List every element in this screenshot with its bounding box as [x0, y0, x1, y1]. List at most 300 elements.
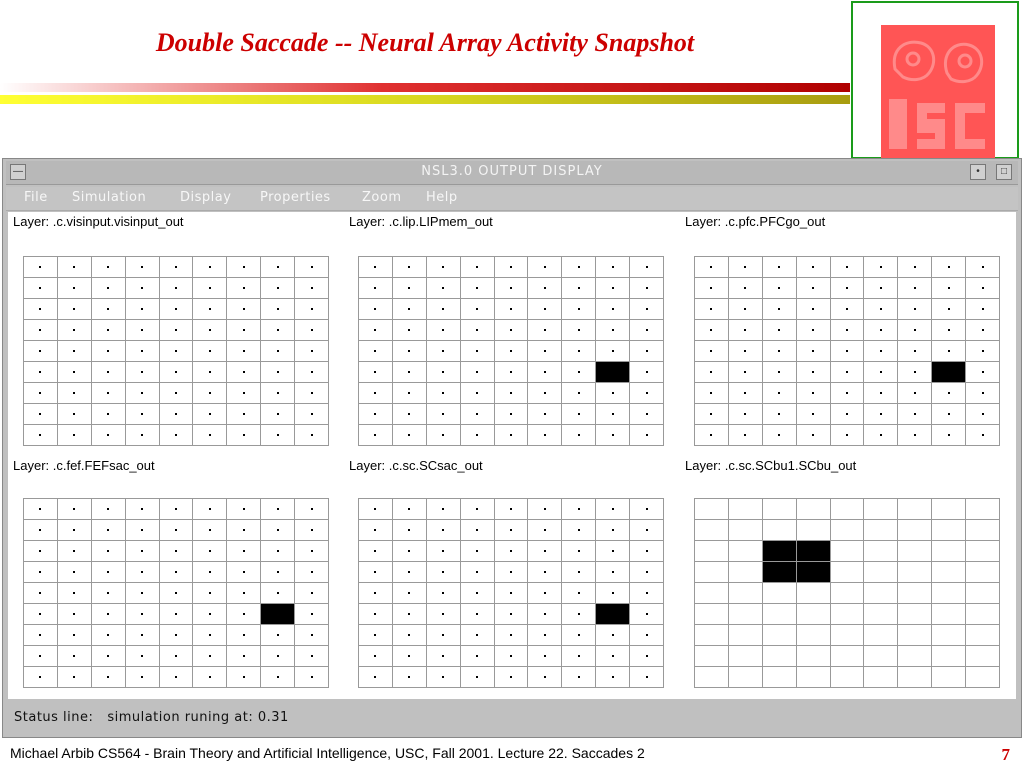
neuron-cell — [227, 520, 261, 541]
neuron-cell — [831, 583, 865, 604]
neuron-cell — [193, 404, 227, 425]
neuron-cell — [864, 404, 898, 425]
neuron-cell — [24, 667, 58, 688]
neuron-cell — [24, 646, 58, 667]
neuron-cell — [359, 625, 393, 646]
neuron-cell — [58, 320, 92, 341]
neuron-cell — [24, 278, 58, 299]
neuron-cell — [461, 425, 495, 446]
neuron-cell — [932, 562, 966, 583]
neuron-cell — [359, 604, 393, 625]
neuron-cell — [261, 299, 295, 320]
neuron-cell — [528, 583, 562, 604]
neuron-cell — [763, 604, 797, 625]
neuron-cell — [528, 257, 562, 278]
menu-display[interactable]: Display — [180, 190, 232, 205]
neuron-cell — [295, 541, 329, 562]
neuron-cell — [864, 520, 898, 541]
neuron-cell — [24, 425, 58, 446]
neuron-cell — [763, 404, 797, 425]
active-neuron-cell — [261, 604, 295, 625]
neuron-cell — [495, 341, 529, 362]
neuron-cell — [864, 362, 898, 383]
neuron-cell — [295, 320, 329, 341]
neuron-cell — [295, 499, 329, 520]
neuron-cell — [630, 425, 664, 446]
neuron-cell — [630, 362, 664, 383]
neuron-cell — [495, 583, 529, 604]
neuron-cell — [729, 604, 763, 625]
neuron-cell — [393, 541, 427, 562]
neuron-cell — [562, 425, 596, 446]
menu-file[interactable]: File — [24, 190, 48, 205]
neuron-cell — [562, 520, 596, 541]
menu-zoom[interactable]: Zoom — [362, 190, 402, 205]
neuron-cell — [261, 520, 295, 541]
neuron-cell — [596, 667, 630, 688]
neuron-cell — [427, 257, 461, 278]
neuron-cell — [58, 383, 92, 404]
menubar — [6, 187, 1018, 211]
title-stripe-yellow — [0, 95, 850, 104]
neuron-cell — [126, 341, 160, 362]
neuron-cell — [393, 583, 427, 604]
minimize-button[interactable] — [970, 164, 986, 180]
logo-frame — [851, 1, 1019, 159]
neuron-cell — [359, 320, 393, 341]
neuron-cell — [695, 404, 729, 425]
neuron-cell — [261, 562, 295, 583]
neuron-cell — [528, 667, 562, 688]
neuron-cell — [596, 425, 630, 446]
neuron-cell — [864, 625, 898, 646]
neuron-cell — [630, 520, 664, 541]
neuron-cell — [359, 520, 393, 541]
neuron-cell — [797, 299, 831, 320]
neuron-cell — [393, 667, 427, 688]
neuron-cell — [295, 299, 329, 320]
neuron-cell — [58, 404, 92, 425]
menu-simulation[interactable]: Simulation — [72, 190, 147, 205]
neuron-cell — [898, 320, 932, 341]
neuron-cell — [562, 320, 596, 341]
neuron-cell — [295, 604, 329, 625]
neuron-cell — [126, 383, 160, 404]
neuron-cell — [126, 404, 160, 425]
neuron-cell — [58, 625, 92, 646]
neuron-cell — [831, 667, 865, 688]
neuron-cell — [562, 541, 596, 562]
status-value: simulation runing at: 0.31 — [107, 710, 289, 725]
usc-logo — [881, 25, 995, 159]
neuron-cell — [193, 583, 227, 604]
neuron-cell — [495, 278, 529, 299]
layer-grid — [694, 256, 1000, 446]
neuron-cell — [393, 362, 427, 383]
neuron-cell — [695, 499, 729, 520]
neuron-cell — [261, 383, 295, 404]
neuron-cell — [227, 499, 261, 520]
neuron-cell — [729, 299, 763, 320]
neuron-cell — [831, 425, 865, 446]
neuron-cell — [92, 425, 126, 446]
neuron-cell — [528, 541, 562, 562]
neuron-cell — [58, 562, 92, 583]
neuron-cell — [596, 320, 630, 341]
neuron-cell — [695, 425, 729, 446]
neuron-cell — [92, 278, 126, 299]
neuron-cell — [864, 341, 898, 362]
neuron-cell — [562, 278, 596, 299]
neuron-cell — [261, 278, 295, 299]
neuron-cell — [528, 362, 562, 383]
neuron-cell — [864, 499, 898, 520]
neuron-cell — [966, 646, 1000, 667]
neuron-cell — [864, 383, 898, 404]
menu-help[interactable]: Help — [426, 190, 458, 205]
neuron-cell — [495, 541, 529, 562]
neuron-cell — [729, 257, 763, 278]
neuron-cell — [58, 583, 92, 604]
neuron-cell — [295, 646, 329, 667]
neuron-cell — [24, 383, 58, 404]
neuron-cell — [295, 404, 329, 425]
neuron-cell — [562, 362, 596, 383]
neuron-cell — [831, 320, 865, 341]
neuron-cell — [797, 499, 831, 520]
neuron-cell — [427, 425, 461, 446]
neuron-cell — [126, 667, 160, 688]
neuron-cell — [695, 562, 729, 583]
neuron-cell — [427, 362, 461, 383]
neuron-cell — [193, 499, 227, 520]
neuron-cell — [261, 257, 295, 278]
neuron-cell — [763, 257, 797, 278]
neuron-cell — [227, 667, 261, 688]
neuron-cell — [227, 625, 261, 646]
neuron-cell — [160, 320, 194, 341]
neuron-cell — [359, 404, 393, 425]
neuron-cell — [966, 383, 1000, 404]
neuron-cell — [763, 341, 797, 362]
neuron-cell — [898, 520, 932, 541]
neuron-cell — [864, 425, 898, 446]
neuron-cell — [495, 562, 529, 583]
neuron-cell — [24, 362, 58, 383]
neuron-cell — [763, 667, 797, 688]
neuron-cell — [160, 278, 194, 299]
neuron-cell — [92, 562, 126, 583]
neuron-cell — [427, 499, 461, 520]
neuron-cell — [359, 541, 393, 562]
neuron-cell — [966, 583, 1000, 604]
neuron-cell — [596, 278, 630, 299]
neuron-cell — [831, 404, 865, 425]
neuron-cell — [58, 499, 92, 520]
neuron-cell — [193, 541, 227, 562]
neuron-cell — [932, 667, 966, 688]
neuron-cell — [528, 383, 562, 404]
minimize-icon: • — [976, 166, 980, 177]
neuron-cell — [966, 667, 1000, 688]
neuron-cell — [295, 583, 329, 604]
neuron-cell — [596, 499, 630, 520]
window-titlebar[interactable] — [6, 161, 1018, 185]
neuron-cell — [495, 362, 529, 383]
neuron-cell — [763, 646, 797, 667]
neuron-cell — [966, 604, 1000, 625]
neuron-cell — [797, 646, 831, 667]
neuron-cell — [797, 520, 831, 541]
neuron-cell — [695, 383, 729, 404]
neuron-cell — [898, 278, 932, 299]
neuron-cell — [797, 667, 831, 688]
neuron-cell — [695, 278, 729, 299]
neuron-cell — [729, 278, 763, 299]
neuron-cell — [831, 646, 865, 667]
neuron-cell — [359, 562, 393, 583]
neuron-cell — [966, 257, 1000, 278]
active-neuron-cell — [797, 541, 831, 562]
neuron-cell — [596, 404, 630, 425]
neuron-cell — [193, 257, 227, 278]
neuron-cell — [630, 625, 664, 646]
neuron-cell — [831, 383, 865, 404]
neuron-cell — [797, 625, 831, 646]
neuron-cell — [193, 341, 227, 362]
neuron-cell — [193, 667, 227, 688]
neuron-cell — [24, 583, 58, 604]
neuron-cell — [596, 562, 630, 583]
neuron-cell — [461, 667, 495, 688]
active-neuron-cell — [596, 604, 630, 625]
status-label: Status line: — [14, 710, 94, 725]
neuron-cell — [763, 362, 797, 383]
neuron-cell — [359, 341, 393, 362]
slide-title: Double Saccade -- Neural Array Activity Snapshot — [155, 28, 695, 57]
neuron-cell — [898, 583, 932, 604]
neuron-cell — [763, 583, 797, 604]
neuron-cell — [461, 646, 495, 667]
maximize-button[interactable] — [996, 164, 1012, 180]
neuron-cell — [261, 404, 295, 425]
neuron-cell — [461, 299, 495, 320]
neuron-cell — [227, 278, 261, 299]
layer-label: Layer: .c.sc.SCsac_out — [349, 458, 483, 473]
neuron-cell — [461, 604, 495, 625]
neuron-cell — [393, 625, 427, 646]
neuron-cell — [932, 278, 966, 299]
neuron-cell — [393, 383, 427, 404]
neuron-cell — [729, 625, 763, 646]
neuron-cell — [495, 667, 529, 688]
neuron-cell — [427, 562, 461, 583]
neuron-cell — [966, 299, 1000, 320]
neuron-cell — [797, 604, 831, 625]
neuron-cell — [898, 341, 932, 362]
neuron-cell — [898, 646, 932, 667]
neuron-cell — [92, 520, 126, 541]
neuron-cell — [528, 604, 562, 625]
neuron-cell — [695, 583, 729, 604]
neuron-cell — [898, 541, 932, 562]
neuron-cell — [630, 646, 664, 667]
layer-label: Layer: .c.sc.SCbu1.SCbu_out — [685, 458, 857, 473]
neuron-cell — [562, 604, 596, 625]
neuron-cell — [695, 257, 729, 278]
neuron-cell — [763, 499, 797, 520]
neuron-cell — [932, 583, 966, 604]
neuron-cell — [966, 520, 1000, 541]
neuron-cell — [630, 383, 664, 404]
neuron-cell — [461, 520, 495, 541]
neuron-cell — [831, 299, 865, 320]
neuron-cell — [729, 520, 763, 541]
neuron-cell — [528, 499, 562, 520]
neuron-cell — [932, 499, 966, 520]
layer-grid — [358, 498, 664, 688]
neuron-cell — [898, 625, 932, 646]
neuron-cell — [932, 604, 966, 625]
neuron-cell — [92, 362, 126, 383]
neuron-cell — [932, 341, 966, 362]
neuron-cell — [797, 278, 831, 299]
layer-grid — [23, 256, 329, 446]
neuron-cell — [898, 404, 932, 425]
neuron-cell — [864, 646, 898, 667]
neuron-cell — [359, 362, 393, 383]
neuron-cell — [92, 383, 126, 404]
neuron-cell — [630, 278, 664, 299]
neuron-cell — [864, 257, 898, 278]
neuron-cell — [596, 646, 630, 667]
neuron-cell — [596, 541, 630, 562]
neuron-cell — [695, 604, 729, 625]
neuron-cell — [729, 541, 763, 562]
neuron-cell — [92, 499, 126, 520]
neuron-cell — [797, 362, 831, 383]
neuron-cell — [966, 320, 1000, 341]
neuron-cell — [24, 404, 58, 425]
layer-label: Layer: .c.lip.LIPmem_out — [349, 214, 493, 229]
neuron-cell — [261, 646, 295, 667]
neuron-cell — [630, 499, 664, 520]
neuron-cell — [427, 583, 461, 604]
neuron-cell — [359, 583, 393, 604]
neuron-cell — [596, 625, 630, 646]
neuron-cell — [528, 320, 562, 341]
layer-grid — [358, 256, 664, 446]
neuron-cell — [58, 299, 92, 320]
neuron-cell — [461, 583, 495, 604]
neuron-cell — [160, 583, 194, 604]
neuron-cell — [393, 341, 427, 362]
neuron-cell — [932, 625, 966, 646]
neuron-cell — [160, 499, 194, 520]
layer-display-area — [8, 212, 1016, 699]
neuron-cell — [763, 383, 797, 404]
neuron-cell — [495, 499, 529, 520]
neuron-cell — [261, 362, 295, 383]
neuron-cell — [427, 404, 461, 425]
neuron-cell — [359, 257, 393, 278]
neuron-cell — [393, 320, 427, 341]
neuron-cell — [160, 541, 194, 562]
layer-grid — [694, 498, 1000, 688]
neuron-cell — [58, 362, 92, 383]
active-neuron-cell — [797, 562, 831, 583]
neuron-cell — [295, 257, 329, 278]
neuron-cell — [193, 362, 227, 383]
neuron-cell — [227, 541, 261, 562]
neuron-cell — [562, 383, 596, 404]
neuron-cell — [126, 583, 160, 604]
neuron-cell — [763, 425, 797, 446]
neuron-cell — [92, 541, 126, 562]
menu-properties[interactable]: Properties — [260, 190, 331, 205]
neuron-cell — [24, 562, 58, 583]
neuron-cell — [261, 541, 295, 562]
neuron-cell — [932, 541, 966, 562]
neuron-cell — [932, 383, 966, 404]
neuron-cell — [160, 520, 194, 541]
neuron-cell — [630, 299, 664, 320]
neuron-cell — [966, 362, 1000, 383]
neuron-cell — [160, 404, 194, 425]
neuron-cell — [932, 646, 966, 667]
neuron-cell — [160, 299, 194, 320]
neuron-cell — [58, 341, 92, 362]
neuron-cell — [729, 383, 763, 404]
neuron-cell — [160, 562, 194, 583]
neuron-cell — [461, 278, 495, 299]
neuron-cell — [359, 299, 393, 320]
neuron-cell — [932, 425, 966, 446]
neuron-cell — [359, 499, 393, 520]
neuron-cell — [58, 646, 92, 667]
neuron-cell — [24, 625, 58, 646]
neuron-cell — [630, 404, 664, 425]
neuron-cell — [695, 541, 729, 562]
neuron-cell — [359, 278, 393, 299]
neuron-cell — [596, 299, 630, 320]
neuron-cell — [160, 667, 194, 688]
layer-label: Layer: .c.visinput.visinput_out — [13, 214, 184, 229]
neuron-cell — [562, 562, 596, 583]
neuron-cell — [864, 320, 898, 341]
neuron-cell — [797, 425, 831, 446]
neuron-cell — [898, 562, 932, 583]
neuron-cell — [898, 362, 932, 383]
neuron-cell — [126, 320, 160, 341]
neuron-cell — [227, 257, 261, 278]
active-neuron-cell — [763, 562, 797, 583]
neuron-cell — [193, 383, 227, 404]
neuron-cell — [695, 667, 729, 688]
neuron-cell — [261, 499, 295, 520]
neuron-cell — [461, 341, 495, 362]
neuron-cell — [898, 667, 932, 688]
neuron-cell — [193, 625, 227, 646]
neuron-cell — [58, 604, 92, 625]
neuron-cell — [831, 541, 865, 562]
neuron-cell — [427, 320, 461, 341]
neuron-cell — [898, 604, 932, 625]
neuron-cell — [295, 520, 329, 541]
neuron-cell — [393, 499, 427, 520]
neuron-cell — [864, 583, 898, 604]
neuron-cell — [461, 362, 495, 383]
